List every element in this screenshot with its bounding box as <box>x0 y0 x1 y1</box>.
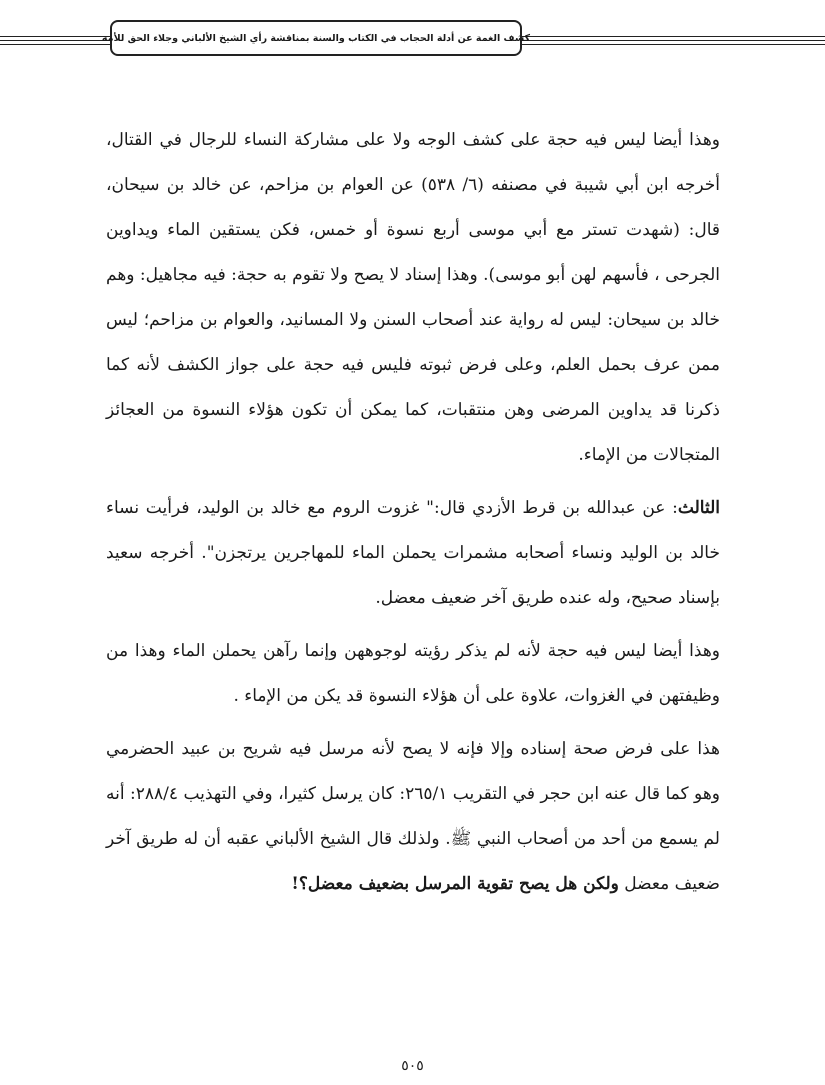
book-title: كشف الغمة عن أدلة الحجاب في الكتاب والسنة بمناقشة رأي الشيخ الألباني وجلاء الحق للأمة <box>101 32 531 44</box>
bold-question: ولكن هل يصح تقوية المرسل بضعيف معضل؟! <box>291 874 619 894</box>
header-rule <box>520 40 825 41</box>
page-body <box>106 118 720 907</box>
paragraph-text: وهذا أيضا ليس فيه حجة على كشف الوجه ولا على مشاركة النساء للرجال في القتال، أخرجه ابن أبي شيبة في مصنفه (٦/ ٥٣٨) عن العوام بن مزاحم، عن خالد بن سيحان، قال: (شهدت تستر مع أبي موسى أربع نسوة أو خمس، فكن يستقين الماء ويداوين الجرحى ، فأسهم لهن أبو موسى). وهذا إسناد لا يصح ولا تقوم به حجة: فيه مجاهيل: وهم خالد بن سيحان: ليس له رواية عند أصحاب السنن ولا المسانيد، والعوام بن مزاحم؛ ليس ممن عرف بحمل العلم، وعلى فرض ثبوته فليس فيه حجة على جواز الكشف لأنه كما ذكرنا قد يداوين المرضى وهن منتقبات، كما يمكن أن تكون هؤلاء النسوة من العجائز المتجالات من الإماء. <box>106 130 720 465</box>
header-rule <box>520 44 825 45</box>
header-rule <box>0 40 112 41</box>
page-number: ٥٠٥ <box>401 1058 424 1074</box>
header-rule <box>0 36 112 37</box>
running-header <box>101 20 531 56</box>
paragraph-text: هذا على فرض صحة إسناده وإلا فإنه لا يصح لأنه مرسل فيه شريح بن عبيد الحضرمي وهو كما قال عنه ابن حجر في التقريب ٢٦٥/١: كان يرسل كثيرا، وفي التهذيب ٢٨٨/٤: أنه لم يسمع من أحد من أصحاب النبي ﷺ. ولذلك قال الشيخ الألباني عقبه أن له طريق آخر ضعيف معضل <box>106 739 721 894</box>
paragraph-text: وهذا أيضا ليس فيه حجة لأنه لم يذكر رؤيته لوجوههن وإنما رآهن يحملن الماء وهذا من وظيفتهن في الغزوات، علاوة على أن هؤلاء النسوة قد يكن من الإماء . <box>106 641 720 706</box>
paragraph-3 <box>106 629 720 719</box>
section-lead: الثالث <box>677 498 720 518</box>
header-rule <box>0 44 112 45</box>
header-rule <box>520 36 825 37</box>
paragraph-1 <box>106 118 720 478</box>
paragraph-text: : عن عبدالله بن قرط الأزدي قال:" غزوت الروم مع خالد بن الوليد، فرأيت نساء خالد بن الوليد ونساء أصحابه مشمرات يحملن الماء للمهاجرين يرتجزن". أخرجه سعيد بإسناد صحيح، وله عنده طريق آخر ضعيف معضل. <box>106 498 720 608</box>
paragraph-4 <box>106 727 720 907</box>
paragraph-2 <box>106 486 720 621</box>
